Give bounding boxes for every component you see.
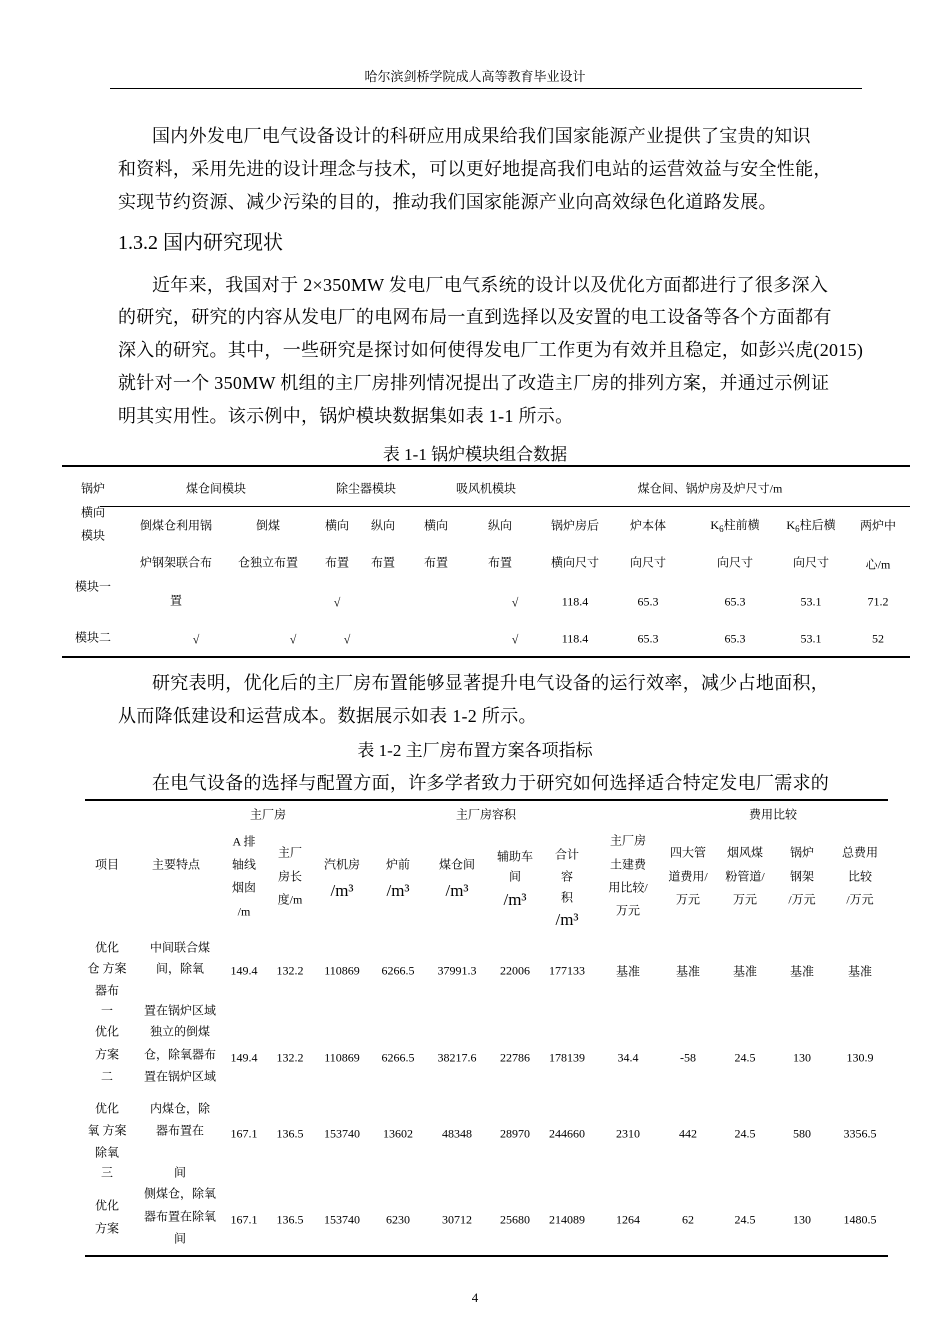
col-header: /m: [237, 904, 251, 919]
col-header: 炉钢架联合布: [139, 555, 213, 570]
col-header: 万元: [675, 892, 701, 907]
table-cell: 149.4: [230, 963, 258, 978]
table-cell: 442: [679, 1126, 697, 1141]
col-header: /万元: [846, 892, 874, 907]
col-header: /m³: [503, 890, 527, 909]
row-label: 优化: [94, 1024, 120, 1039]
section-heading: 1.3.2 国内研究现状: [118, 232, 283, 254]
table-cell: -58: [680, 1050, 696, 1065]
col-header: 锅炉: [789, 845, 815, 860]
table-cell: 167.1: [230, 1126, 258, 1141]
feature-text: 侧煤仓，除氧: [143, 1186, 217, 1201]
row-label: 优化: [94, 1198, 120, 1213]
table-cell: 置: [169, 593, 183, 608]
table-top-rule: [85, 799, 888, 801]
paragraph-line: 研究表明，优化后的主厂房布置能够显著提升电气设备的运行效率，减少占地面积，: [152, 673, 830, 693]
col-header: 煤仓间: [438, 857, 476, 872]
row-label: 模块二: [74, 630, 112, 645]
table-cell: 580: [793, 1126, 811, 1141]
row-label: 优化: [94, 940, 120, 955]
paragraph-line: 深入的研究。其中，一些研究是探讨如何使得发电厂工作更为有效并且稳定，如彭兴虎(2015): [118, 340, 864, 360]
paragraph-line: 和资料，采用先进的设计理念与技术，可以更好地提高我们电站的运营效益与安全性能，: [118, 159, 832, 179]
k-text: 柱前横: [723, 517, 760, 532]
table-cell: 1480.5: [843, 1212, 877, 1227]
feature-text: 中间联合煤: [149, 940, 211, 955]
feature-text: 间: [173, 1231, 187, 1246]
table-cell: 118.4: [561, 631, 589, 646]
col-header: 烟风煤: [726, 845, 764, 860]
table-cell: 130: [793, 1050, 811, 1065]
col-header: 合计: [554, 847, 580, 862]
table-caption: 表 1-1 锅炉模块组合数据: [382, 445, 568, 464]
row-label: 仓 方案: [87, 961, 127, 976]
col-header: 向尺寸: [792, 555, 830, 570]
check-mark: √: [289, 632, 297, 647]
group-header: 主厂房: [249, 807, 287, 822]
table-cell: 244660: [549, 1126, 585, 1141]
col-header: /万元: [788, 892, 816, 907]
table-bottom-rule: [62, 656, 910, 658]
group-header: 主厂房容积: [455, 807, 517, 822]
col-header: 烟囱: [231, 880, 257, 895]
col-header: 粉管道/: [725, 869, 765, 884]
row-label: 方案: [94, 1047, 120, 1062]
check-mark: √: [192, 632, 200, 647]
col-header: 轴线: [231, 857, 257, 872]
col-header: 纵向: [370, 518, 396, 533]
table-cell: 52: [872, 631, 884, 646]
col-header: 布置: [370, 555, 396, 570]
row-label: 模块一: [74, 579, 112, 594]
col-header: [786, 516, 835, 534]
k-subscript: 6: [719, 524, 724, 535]
col-header: 两炉中: [859, 518, 897, 533]
table-cell: 153740: [324, 1126, 360, 1141]
table-cell: 167.1: [230, 1212, 258, 1227]
feature-text: 仓，除氧器布: [143, 1047, 217, 1062]
table-cell: 34.4: [617, 1050, 639, 1065]
check-mark: √: [333, 595, 341, 610]
col-header: [710, 516, 759, 534]
col-header: 度/m: [277, 892, 303, 907]
feature-text: 间: [173, 1165, 187, 1180]
table-cell: 基准: [675, 964, 701, 979]
table-cell: 24.5: [734, 1126, 756, 1141]
col-header: 主厂房: [609, 833, 647, 848]
table-cell: 136.5: [276, 1126, 304, 1141]
col-header: 万元: [615, 903, 641, 918]
group-header: 煤仓间、锅炉房及炉尺寸/m: [637, 481, 783, 496]
row-label: 二: [100, 1069, 114, 1084]
table-cell: 22006: [500, 963, 530, 978]
row-header: 横向: [80, 505, 106, 520]
table-cell: 71.2: [867, 594, 889, 609]
col-header: 四大管: [669, 845, 707, 860]
table-top-rule: [62, 465, 910, 467]
group-header: 煤仓间模块: [185, 481, 247, 496]
table-cell: 65.3: [724, 631, 746, 646]
col-header: 道费用/: [668, 869, 708, 884]
table-cell: 28970: [500, 1126, 530, 1141]
table-caption: 表 1-2 主厂房布置方案各项指标: [357, 741, 593, 760]
k-subscript: 6: [795, 524, 800, 535]
paragraph-line: 国内外发电厂电气设备设计的科研应用成果给我们国家能源产业提供了宝贵的知识: [152, 126, 811, 146]
group-header: 除尘器模块: [335, 481, 397, 496]
row-label: 三: [100, 1165, 114, 1180]
col-header: 纵向: [487, 518, 513, 533]
table-cell: 基准: [847, 964, 873, 979]
col-header: 横向尺寸: [550, 555, 600, 570]
table-cell: 177133: [549, 963, 585, 978]
col-header: 仓独立布置: [237, 555, 299, 570]
feature-text: 器布置在: [155, 1123, 205, 1138]
row-header: 模块: [80, 528, 106, 543]
k-label: K: [786, 517, 796, 532]
col-header: 间: [508, 869, 522, 884]
table-cell: 178139: [549, 1050, 585, 1065]
col-header: 布置: [324, 555, 350, 570]
col-header: 总费用: [841, 845, 879, 860]
group-header: 费用比较: [748, 807, 798, 822]
table-cell: 38217.6: [437, 1050, 477, 1065]
table-cell: 149.4: [230, 1050, 258, 1065]
check-mark: √: [511, 632, 519, 647]
table-cell: 6266.5: [381, 1050, 415, 1065]
col-header: 布置: [487, 555, 513, 570]
table-cell: 37991.3: [437, 963, 477, 978]
table-cell: 110869: [324, 963, 360, 978]
running-header: 哈尔滨剑桥学院成人高等教育毕业设计: [364, 69, 586, 84]
table-cell: 基准: [789, 964, 815, 979]
table-cell: 130: [793, 1212, 811, 1227]
table-cell: 基准: [732, 964, 758, 979]
table-cell: 1264: [616, 1212, 640, 1227]
col-header: /m³: [330, 881, 354, 900]
table-cell: 214089: [549, 1212, 585, 1227]
feature-text: 间，除氧: [155, 961, 205, 976]
col-header: 心/m: [865, 557, 891, 572]
col-header: 房长: [277, 869, 303, 884]
table-cell: 3356.5: [843, 1126, 877, 1141]
col-header: 容: [560, 869, 574, 884]
col-header: 向尺寸: [629, 555, 667, 570]
table-cell: 65.3: [724, 594, 746, 609]
col-header: 积: [560, 890, 574, 905]
table-cell: 65.3: [637, 594, 659, 609]
check-mark: √: [343, 632, 351, 647]
col-header: 钢架: [789, 869, 815, 884]
group-header: 锅炉: [80, 481, 106, 496]
col-header: 比较: [847, 869, 873, 884]
page-number: 4: [471, 1290, 479, 1305]
check-mark: √: [511, 595, 519, 610]
row-label: 方案: [94, 1221, 120, 1236]
table-cell: 6266.5: [381, 963, 415, 978]
col-header: 主要特点: [151, 857, 201, 872]
col-header: 辅助车: [496, 849, 534, 864]
feature-text: 独立的倒煤: [149, 1024, 211, 1039]
table-cell: 65.3: [637, 631, 659, 646]
col-header: 横向: [324, 518, 350, 533]
table-cell: 53.1: [800, 594, 822, 609]
col-header: 炉前: [385, 857, 411, 872]
col-header: 倒煤: [255, 518, 281, 533]
table-cell: 110869: [324, 1050, 360, 1065]
paragraph-line: 就针对一个 350MW 机组的主厂房排列情况提出了改造主厂房的排列方案，并通过示例证: [118, 373, 830, 393]
table-cell: 2310: [616, 1126, 640, 1141]
table-cell: 48348: [442, 1126, 472, 1141]
paragraph-line: 从而降低建设和运营成本。数据展示如表 1-2 所示。: [118, 706, 537, 726]
table-cell: 基准: [615, 964, 641, 979]
paragraph-line: 明其实用性。该示例中，锅炉模块数据集如表 1-1 所示。: [118, 406, 574, 426]
col-header: 布置: [423, 555, 449, 570]
col-header: 土建费: [609, 857, 647, 872]
header-rule: [110, 88, 862, 89]
table-cell: 136.5: [276, 1212, 304, 1227]
col-header: 向尺寸: [716, 555, 754, 570]
table-cell: 130.9: [846, 1050, 874, 1065]
table-cell: 132.2: [276, 1050, 304, 1065]
feature-text: 内煤仓，除: [149, 1101, 211, 1116]
col-header: 汽机房: [323, 857, 361, 872]
table-cell: 62: [682, 1212, 694, 1227]
table-cell: 13602: [383, 1126, 413, 1141]
feature-text: 置在锅炉区域: [143, 1003, 217, 1018]
row-label: 器布: [94, 983, 120, 998]
col-header: 锅炉房后: [550, 518, 600, 533]
row-label: 氧 方案: [87, 1123, 127, 1138]
table-cell: 6230: [386, 1212, 410, 1227]
table-cell: 25680: [500, 1212, 530, 1227]
paragraph-line: 在电气设备的选择与配置方面，许多学者致力于研究如何选择适合特定发电厂需求的: [152, 773, 830, 793]
col-header: 万元: [732, 892, 758, 907]
paragraph-line: 实现节约资源、减少污染的目的，推动我们国家能源产业向高效绿色化道路发展。: [118, 192, 777, 212]
row-label: 一: [100, 1003, 114, 1018]
feature-text: 器布置在除氧: [143, 1209, 217, 1224]
paragraph-line: 的研究，研究的内容从发电厂的电网布局一直到选择以及安置的电工设备等各个方面都有: [118, 307, 832, 327]
col-header: 炉本体: [629, 518, 667, 533]
table-bottom-rule: [85, 1255, 888, 1257]
col-header: 主厂: [277, 845, 303, 860]
col-header: 倒煤仓利用锅: [139, 518, 213, 533]
table-cell: 153740: [324, 1212, 360, 1227]
col-header: /m³: [555, 910, 579, 929]
table-cell: 22786: [500, 1050, 530, 1065]
col-header: /m³: [445, 881, 469, 900]
table-cell: 118.4: [561, 594, 589, 609]
row-label: 优化: [94, 1101, 120, 1116]
col-header: 横向: [423, 518, 449, 533]
table-cell: 53.1: [800, 631, 822, 646]
col-header: 项目: [94, 857, 120, 872]
col-header: /m³: [386, 881, 410, 900]
feature-text: 置在锅炉区域: [143, 1069, 217, 1084]
row-label: 除氧: [94, 1145, 120, 1160]
col-header: A 排: [232, 834, 256, 849]
paragraph-line: 近年来，我国对于 2×350MW 发电厂电气系统的设计以及优化方面都进行了很多深入: [152, 275, 829, 295]
k-label: K: [710, 517, 720, 532]
table-cell: 24.5: [734, 1050, 756, 1065]
col-header: 用比较/: [608, 880, 648, 895]
table-cell: 30712: [442, 1212, 472, 1227]
k-text: 柱后横: [799, 517, 836, 532]
table-mid-rule: [100, 506, 910, 507]
group-header: 吸风机模块: [455, 481, 517, 496]
table-cell: 132.2: [276, 963, 304, 978]
table-cell: 24.5: [734, 1212, 756, 1227]
